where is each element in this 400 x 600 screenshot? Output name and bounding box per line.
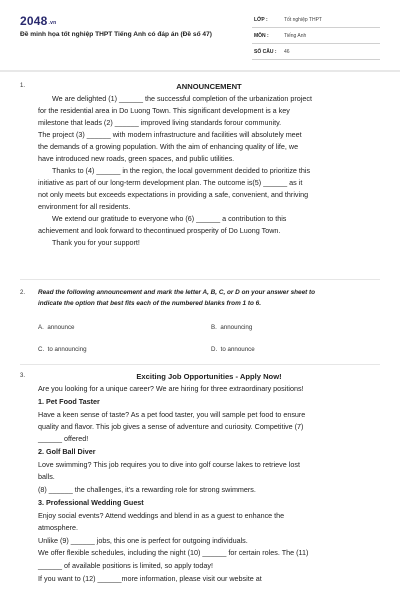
passage-line: The project (3) ______ with modern infrastructure and facilities will absolutely meet	[38, 130, 302, 139]
job-ad-intro: Are you looking for a unique career? We are hiring for three extraordinary positions!	[38, 384, 304, 393]
option-b[interactable]	[211, 324, 252, 331]
instruction-line: Read the following announcement and mark the letter A, B, C, or D on your answer sheet to	[38, 289, 316, 296]
job-ad-heading: Exciting Job Opportunities - Apply Now!	[136, 372, 282, 381]
instruction-line: indicate the option that best fits each of the numbered blanks from 1 to 6.	[38, 300, 261, 307]
passage-line: the demands of a growing population. With the aim of enhancing quality of life, we	[38, 142, 299, 151]
header-divider	[0, 70, 400, 72]
passage-line: ______ offered!	[38, 434, 89, 443]
passage-line: If you want to (12) ______more information, please visit our website at	[38, 574, 262, 583]
passage-line: initiative as part of our long-term development plan. The outcome is(5) ______ as it	[38, 178, 303, 187]
job-2-title: 2. Golf Ball Diver	[38, 447, 96, 456]
meta-count-key: SỐ CÂU :	[254, 49, 277, 55]
option-letter: B.	[211, 324, 217, 331]
passage-line: for the residential area in Do Luong Town. This significant development is a key	[38, 106, 290, 115]
meta-subject-value: Tiếng Anh	[284, 33, 307, 39]
option-letter: A.	[38, 324, 44, 331]
question-divider	[20, 279, 380, 280]
passage-line: ______ of available positions is limited, so apply today!	[38, 561, 214, 570]
site-logo[interactable]	[20, 14, 56, 28]
option-text: announce	[47, 324, 75, 331]
option-text: announcing	[220, 324, 253, 331]
passage-line: Have a keen sense of taste? As a pet food taster, you will sample pet food to ensure	[38, 410, 306, 419]
announcement-heading: ANNOUNCEMENT	[176, 82, 242, 91]
document-title: Đề minh họa tốt nghiệp THPT Tiếng Anh có đáp án (Đề số 47)	[20, 31, 212, 38]
passage-line: balls.	[38, 472, 55, 481]
question-3-number: 3.	[20, 373, 26, 379]
option-d[interactable]	[211, 346, 255, 353]
option-c[interactable]	[38, 346, 87, 353]
logo-suffix: .vn	[48, 20, 57, 26]
option-text: to announcing	[47, 346, 87, 353]
passage-line: environment for all residents.	[38, 202, 131, 211]
passage-line: atmosphere.	[38, 523, 78, 532]
meta-count-row	[252, 45, 380, 60]
passage-line: Thank you for your support!	[52, 238, 140, 247]
option-letter: C.	[38, 346, 45, 353]
passage-line: We extend our gratitude to everyone who (6) ______ a contribution to this	[52, 214, 287, 223]
logo-text: 2048	[20, 14, 48, 28]
meta-subject-key: MÔN :	[254, 33, 269, 39]
job-3-title: 3. Professional Wedding Guest	[38, 498, 144, 507]
passage-line: achievement and look forward to thecontinued prosperity of Do Luong Town.	[38, 226, 281, 235]
passage-line: not only meets but exceeds expectations in providing a safe, convenient, and thriving	[38, 190, 309, 199]
passage-line: Thanks to (4) ______ in the region, the local government decided to prioritize this	[52, 166, 311, 175]
question-2-number: 2.	[20, 290, 26, 296]
passage-line: Love swimming? This job requires you to dive into golf course lakes to retrieve lost	[38, 460, 300, 469]
passage-line: We are delighted (1) ______ the successful completion of the urbanization project	[52, 94, 312, 103]
page-header	[0, 0, 400, 70]
passage-line: Unlike (9) ______ jobs, this one is perfect for outgoing individuals.	[38, 536, 248, 545]
meta-class-row	[252, 13, 380, 28]
option-a[interactable]	[38, 324, 75, 331]
meta-subject-row	[252, 29, 380, 44]
option-text: to announce	[220, 346, 255, 353]
passage-line: have introduced new roads, green spaces, and public utilities.	[38, 154, 235, 163]
question-1-number: 1.	[20, 83, 26, 89]
job-1-title: 1. Pet Food Taster	[38, 397, 100, 406]
passage-line: (8) ______ the challenges, it's a rewarding role for strong swimmers.	[38, 485, 256, 494]
meta-class-key: LỚP :	[254, 17, 268, 23]
meta-count-value: 46	[284, 49, 290, 55]
option-letter: D.	[211, 346, 218, 353]
passage-line: milestone that leads (2) ______ improved living standards forour community.	[38, 118, 282, 127]
meta-class-value: Tốt nghiệp THPT	[284, 17, 322, 23]
passage-line: quality and flavor. This job gives a sense of adventure and curiosity. Competitive (7)	[38, 422, 304, 431]
passage-line: We offer flexible schedules, including the night (10) ______ for certain roles. The (11)	[38, 548, 309, 557]
passage-line: Enjoy social events? Attend weddings and blend in as a guest to enhance the	[38, 511, 285, 520]
question-divider	[20, 364, 380, 365]
